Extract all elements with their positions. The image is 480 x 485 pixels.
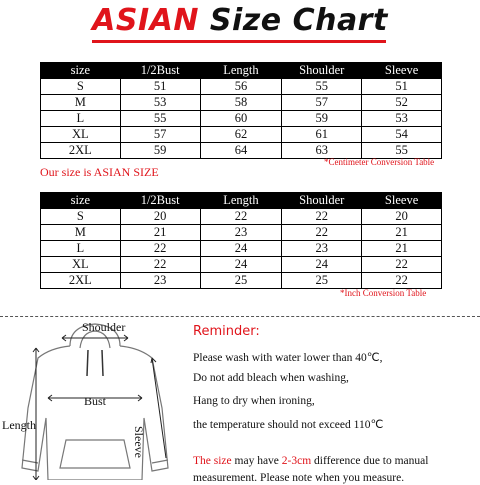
section-divider [0, 316, 480, 317]
cell: 63 [282, 143, 362, 159]
header-bust: 1/2Bust [120, 63, 200, 79]
cell: 22 [200, 209, 282, 225]
shoulder-label: Shoulder [82, 320, 126, 334]
cell: 22 [362, 273, 442, 289]
title-rest: Size Chart [209, 3, 388, 38]
cell: XL [41, 257, 121, 273]
our-size-note: Our size is ASIAN SIZE [40, 165, 159, 179]
cell: 23 [200, 225, 282, 241]
cell: 54 [362, 127, 442, 143]
cell: 55 [120, 111, 200, 127]
header-bust: 1/2Bust [120, 193, 200, 209]
size-range: 2-3cm [281, 455, 312, 467]
inch-note: *Inch Conversion Table [340, 288, 427, 298]
cell: 25 [200, 273, 282, 289]
inch-size-table [40, 192, 442, 289]
cell: XL [41, 127, 121, 143]
cell: 52 [362, 95, 442, 111]
cell: 22 [282, 225, 362, 241]
header-shoulder: Shoulder [282, 193, 362, 209]
cell: 21 [362, 241, 442, 257]
reminder-line-1: Please wash with water lower than 40℃, [193, 352, 383, 364]
cell: 55 [282, 79, 362, 95]
cell: M [41, 225, 121, 241]
table-row [41, 209, 442, 225]
cell: 24 [200, 241, 282, 257]
size-mid: may have [231, 455, 282, 467]
cell: 20 [120, 209, 200, 225]
inch-table-header [41, 193, 442, 209]
cell: 22 [362, 257, 442, 273]
cell: 61 [282, 127, 362, 143]
cell: 25 [282, 273, 362, 289]
header-length: Length [200, 63, 282, 79]
size-suffix: difference due to manual [311, 455, 429, 467]
cell: 21 [120, 225, 200, 241]
cell: 51 [362, 79, 442, 95]
header-length: Length [200, 193, 282, 209]
table-row [41, 79, 442, 95]
cell: 20 [362, 209, 442, 225]
table-row [41, 273, 442, 289]
reminder-title: Reminder: [193, 324, 260, 339]
cell: 59 [120, 143, 200, 159]
sleeve-label: Sleeve [132, 426, 146, 458]
header-shoulder: Shoulder [282, 63, 362, 79]
cell: 23 [120, 273, 200, 289]
hoodie-diagram [0, 318, 190, 480]
cell: 22 [120, 257, 200, 273]
cell: 22 [120, 241, 200, 257]
cell: 2XL [41, 273, 121, 289]
cell: 2XL [41, 143, 121, 159]
table-row [41, 225, 442, 241]
cell: 24 [200, 257, 282, 273]
cell: S [41, 209, 121, 225]
cell: 53 [362, 111, 442, 127]
bust-label: Bust [84, 394, 107, 408]
cell: M [41, 95, 121, 111]
page-title [0, 2, 480, 40]
cell: 55 [362, 143, 442, 159]
cell: 58 [200, 95, 282, 111]
cell: 24 [282, 257, 362, 273]
table-row [41, 95, 442, 111]
header-sleeve: Sleeve [362, 63, 442, 79]
cm-table-header [41, 63, 442, 79]
cell: L [41, 241, 121, 257]
reminder-line-4: the temperature should not exceed 110℃ [193, 419, 384, 431]
cell: 57 [120, 127, 200, 143]
table-row [41, 257, 442, 273]
size-prefix: The size [193, 455, 232, 467]
table-row [41, 127, 442, 143]
title-underline [92, 40, 386, 43]
header-size: size [41, 63, 121, 79]
cell: 64 [200, 143, 282, 159]
table-row [41, 111, 442, 127]
cell: 51 [120, 79, 200, 95]
reminder-size-line [193, 455, 428, 467]
cell: 57 [282, 95, 362, 111]
length-label: Length [2, 418, 36, 432]
title-asian: ASIAN [92, 3, 199, 38]
cm-note: *Centimeter Conversion Table [324, 157, 435, 167]
cell: S [41, 79, 121, 95]
reminder-line-2: Do not add bleach when washing, [193, 372, 349, 384]
cell: 53 [120, 95, 200, 111]
cell: 59 [282, 111, 362, 127]
reminder-last-line: measurement. Please note when you measure. [193, 472, 405, 484]
header-sleeve: Sleeve [362, 193, 442, 209]
header-size: size [41, 193, 121, 209]
table-row [41, 241, 442, 257]
cell: 60 [200, 111, 282, 127]
cell: L [41, 111, 121, 127]
reminder-line-3: Hang to dry when ironing, [193, 395, 315, 407]
cm-size-table [40, 62, 442, 159]
cell: 22 [282, 209, 362, 225]
cell: 23 [282, 241, 362, 257]
cell: 56 [200, 79, 282, 95]
cell: 62 [200, 127, 282, 143]
cell: 21 [362, 225, 442, 241]
